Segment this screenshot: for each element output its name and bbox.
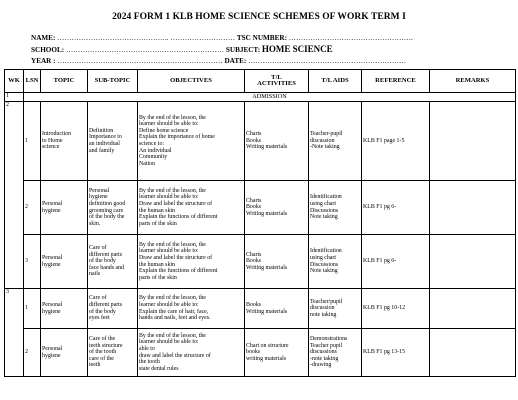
name-label: NAME: bbox=[31, 34, 56, 42]
subtopic-line: of the body bbox=[89, 308, 116, 315]
scheme-of-work-table bbox=[4, 69, 516, 377]
table-row bbox=[5, 102, 516, 181]
objective-line: state dental rules bbox=[139, 365, 179, 372]
subtopic-line: face hands and bbox=[89, 264, 124, 271]
subtopic-line: different parts bbox=[89, 251, 123, 258]
objectives-cell bbox=[138, 102, 245, 181]
activity-line: Books bbox=[246, 204, 262, 211]
objective-line: Define home science bbox=[139, 127, 189, 134]
activity-line: Writing materials bbox=[246, 144, 288, 151]
subject-label: SUBJECT: bbox=[225, 46, 261, 54]
objective-line: draw and label the structure of bbox=[139, 352, 211, 359]
remarks-cell bbox=[430, 289, 516, 329]
aid-line: using chart bbox=[310, 254, 337, 261]
activity-line: Books bbox=[246, 301, 262, 308]
reference-cell: KLB F1 pg 10-12 bbox=[362, 289, 430, 329]
aid-line: -drawing bbox=[310, 362, 332, 369]
topic-line: hygiene bbox=[42, 308, 61, 315]
header-tl-activities-line2: ACTIVITIES bbox=[257, 80, 296, 87]
aids-cell bbox=[309, 102, 362, 181]
subject-value: HOME SCIENCE bbox=[261, 44, 333, 54]
header-topic: TOPIC bbox=[41, 70, 88, 93]
aid-line: Discussions bbox=[310, 207, 339, 214]
objective-line: parts of the skin bbox=[139, 274, 177, 281]
aid-line: Demonstrations bbox=[310, 336, 348, 343]
activities-cell bbox=[245, 289, 309, 329]
header-lsn: LSN bbox=[24, 70, 41, 93]
school-label: SCHOOL: bbox=[31, 46, 65, 54]
activity-line: Books bbox=[246, 258, 262, 265]
objective-line: Community bbox=[139, 154, 168, 161]
table-row bbox=[5, 181, 516, 235]
topic-line: hygiene bbox=[42, 352, 61, 359]
objective-line: hands and nails, feet and eyes. bbox=[139, 315, 211, 322]
objective-line: parts of the skin bbox=[139, 220, 177, 227]
objectives-cell bbox=[138, 329, 245, 377]
objective-line: learner should be able to: bbox=[139, 301, 199, 308]
objectives-cell bbox=[138, 289, 245, 329]
remarks-cell bbox=[430, 329, 516, 377]
tsc-blank: ……………………………………………. bbox=[288, 34, 413, 42]
subtopic-cell bbox=[88, 181, 138, 235]
topic-line: to Home bbox=[42, 137, 63, 144]
activity-line: Writing materials bbox=[246, 264, 288, 271]
year-label: YEAR : bbox=[31, 57, 56, 65]
table-header-row bbox=[5, 70, 516, 93]
subtopic-line: of the body the bbox=[89, 214, 125, 221]
activities-cell bbox=[245, 235, 309, 289]
aids-cell bbox=[309, 289, 362, 329]
activity-line: Writing materials bbox=[246, 308, 288, 315]
subtopic-line: an individual bbox=[89, 141, 120, 147]
objective-line: An individual bbox=[139, 147, 172, 154]
aid-line: Teacher-pupil bbox=[310, 131, 343, 138]
topic-cell bbox=[41, 181, 88, 235]
subtopic-line: Definition bbox=[89, 127, 114, 134]
week-cell: 2 bbox=[5, 102, 24, 289]
activity-line: Chart on structure bbox=[246, 342, 289, 349]
objective-line: learner should be able to: bbox=[139, 248, 199, 255]
objective-line: By the end of the lesson, the bbox=[139, 332, 206, 339]
objective-line: Explain the functions of different bbox=[139, 214, 218, 221]
objective-line: Draw and label the structure of bbox=[139, 254, 213, 261]
activities-cell bbox=[245, 329, 309, 377]
aid-line: note taking bbox=[310, 311, 337, 318]
subtopic-cell bbox=[88, 102, 138, 181]
date-blank: ………………………………………………………… bbox=[248, 57, 407, 65]
reference-cell: KLB F1 pg 13-15 bbox=[362, 329, 430, 377]
subtopic-line: skin. bbox=[89, 220, 101, 227]
subtopic-line: hygiene bbox=[89, 194, 108, 201]
lesson-number-cell: 2 bbox=[24, 181, 41, 235]
objective-line: science to: bbox=[139, 141, 165, 147]
subtopic-line: nails bbox=[89, 271, 101, 278]
header-tl-aids: T/L AIDS bbox=[309, 70, 362, 93]
activities-cell bbox=[245, 181, 309, 235]
year-blank: …………………………………………………………… bbox=[57, 57, 223, 65]
year-field bbox=[31, 57, 406, 65]
subtopic-line: Care of bbox=[89, 295, 107, 302]
objective-line: Draw and label the structure of bbox=[139, 200, 213, 207]
activity-line: Charts bbox=[246, 131, 262, 138]
subtopic-line: teeth bbox=[89, 362, 101, 369]
topic-cell bbox=[41, 329, 88, 377]
activity-line: Charts bbox=[246, 251, 262, 258]
objectives-cell bbox=[138, 235, 245, 289]
aids-cell bbox=[309, 235, 362, 289]
activity-line: Writing materials bbox=[246, 210, 288, 217]
table-row bbox=[5, 289, 516, 329]
aids-cell bbox=[309, 181, 362, 235]
aid-line: using chart bbox=[310, 200, 337, 207]
table-row bbox=[5, 235, 516, 289]
activity-line: writing materials bbox=[246, 355, 287, 362]
name-blank: ……………………………………….. ……………………… bbox=[57, 34, 236, 42]
objective-line: By the end of the lesson, the bbox=[139, 187, 206, 194]
aids-cell bbox=[309, 329, 362, 377]
aid-line: -Note taking bbox=[310, 144, 340, 151]
objective-line: learner should be able to: bbox=[139, 121, 199, 128]
remarks-cell bbox=[430, 181, 516, 235]
lesson-number-cell: 1 bbox=[24, 289, 41, 329]
lesson-number-cell: 2 bbox=[24, 329, 41, 377]
header-reference: REFERENCE bbox=[362, 70, 430, 93]
activities-cell bbox=[245, 102, 309, 181]
subtopic-line: of the body bbox=[89, 258, 116, 265]
subtopic-line: definition good bbox=[89, 200, 126, 207]
header-remarks: REMARKS bbox=[430, 70, 516, 93]
admission-label: ADMISSION bbox=[24, 93, 516, 102]
topic-cell bbox=[41, 102, 88, 181]
aid-line: -note taking bbox=[310, 355, 339, 362]
topic-cell bbox=[41, 235, 88, 289]
remarks-cell bbox=[430, 235, 516, 289]
aid-line: discussions bbox=[310, 349, 337, 356]
objective-line: the human skin bbox=[139, 261, 175, 268]
aid-line: discussion bbox=[310, 305, 335, 312]
date-label: DATE: bbox=[224, 57, 247, 65]
topic-line: Personal bbox=[42, 301, 63, 308]
subtopic-line: Importance to bbox=[89, 134, 122, 141]
aid-line: Discussions bbox=[310, 261, 339, 268]
tsc-label: TSC NUMBER: bbox=[236, 34, 287, 42]
subtopic-line: Care of bbox=[89, 245, 107, 252]
table-row bbox=[5, 329, 516, 377]
school-blank: ………………………………………………………… bbox=[65, 46, 225, 54]
topic-line: science bbox=[42, 144, 60, 151]
subtopic-cell bbox=[88, 329, 138, 377]
objective-line: Nation bbox=[139, 160, 156, 167]
reference-cell: KLB F1 pg 6- bbox=[362, 181, 430, 235]
subtopic-cell bbox=[88, 235, 138, 289]
objective-line: Explain the care of hair, face, bbox=[139, 308, 209, 315]
activity-line: books bbox=[246, 349, 261, 356]
subtopic-line: grooming care bbox=[89, 207, 124, 214]
topic-line: Personal bbox=[42, 200, 63, 207]
subtopic-line: Care of the bbox=[89, 336, 116, 343]
topic-line: Introduction bbox=[42, 131, 72, 138]
objective-line: learner should be able to: bbox=[139, 194, 199, 201]
header-wk: WK bbox=[5, 70, 24, 93]
aid-line: Identification bbox=[310, 194, 342, 201]
aid-line: Identification bbox=[310, 248, 342, 255]
objective-line: Explain the functions of different bbox=[139, 268, 218, 275]
school-field bbox=[31, 44, 333, 54]
header-tl-activities bbox=[245, 70, 309, 93]
header-objectives: OBJECTIVES bbox=[138, 70, 245, 93]
remarks-cell bbox=[430, 102, 516, 181]
subtopic-cell bbox=[88, 289, 138, 329]
objective-line: the tooth bbox=[139, 359, 160, 366]
subtopic-line: of the tooth bbox=[89, 349, 117, 356]
activity-line: Charts bbox=[246, 197, 262, 204]
objective-line: the human skin bbox=[139, 207, 175, 214]
aid-line: discussion bbox=[310, 137, 335, 144]
subtopic-line: and family bbox=[89, 147, 115, 154]
objective-line: By the end of the lesson, the bbox=[139, 295, 206, 302]
topic-line: hygiene bbox=[42, 261, 61, 268]
objectives-cell bbox=[138, 181, 245, 235]
subtopic-line: different parts bbox=[89, 301, 123, 308]
reference-cell: KLB F1 pg 6- bbox=[362, 235, 430, 289]
objective-line: By the end of the lesson, the bbox=[139, 114, 206, 121]
topic-cell bbox=[41, 289, 88, 329]
reference-cell: KLB F1 page 1-5 bbox=[362, 102, 430, 181]
week-cell: 3 bbox=[5, 289, 24, 377]
lesson-number-cell: 3 bbox=[24, 235, 41, 289]
subtopic-line: Personal bbox=[89, 187, 110, 194]
objective-line: Explain the importance of home bbox=[139, 134, 215, 141]
aid-line: Note taking bbox=[310, 214, 338, 221]
aid-line: Teacher/pupil bbox=[310, 298, 343, 305]
topic-line: Personal bbox=[42, 345, 63, 352]
document-title: 2024 FORM 1 KLB HOME SCIENCE SCHEMES OF WORK TERM I bbox=[112, 12, 406, 22]
topic-line: hygiene bbox=[42, 207, 61, 214]
aid-line: Teacher pupil bbox=[310, 342, 343, 349]
subtopic-line: care of the bbox=[89, 355, 114, 362]
admission-row bbox=[5, 93, 516, 102]
objective-line: By the end of the lesson, the bbox=[139, 241, 206, 248]
lesson-number-cell: 1 bbox=[24, 102, 41, 181]
topic-line: Personal bbox=[42, 254, 63, 261]
subtopic-line: eyes feet bbox=[89, 315, 110, 322]
activity-line: Books bbox=[246, 137, 262, 144]
header-subtopic: SUB-TOPIC bbox=[88, 70, 138, 93]
admission-week: 1 bbox=[5, 93, 24, 102]
aid-line: Note taking bbox=[310, 268, 338, 275]
name-field bbox=[31, 34, 413, 42]
header-tl-activities-line1: T/L bbox=[271, 73, 282, 81]
objective-line: learner should be able to: bbox=[139, 339, 199, 346]
subtopic-line: teeth structure bbox=[89, 342, 123, 349]
objective-line: able to bbox=[139, 345, 155, 352]
